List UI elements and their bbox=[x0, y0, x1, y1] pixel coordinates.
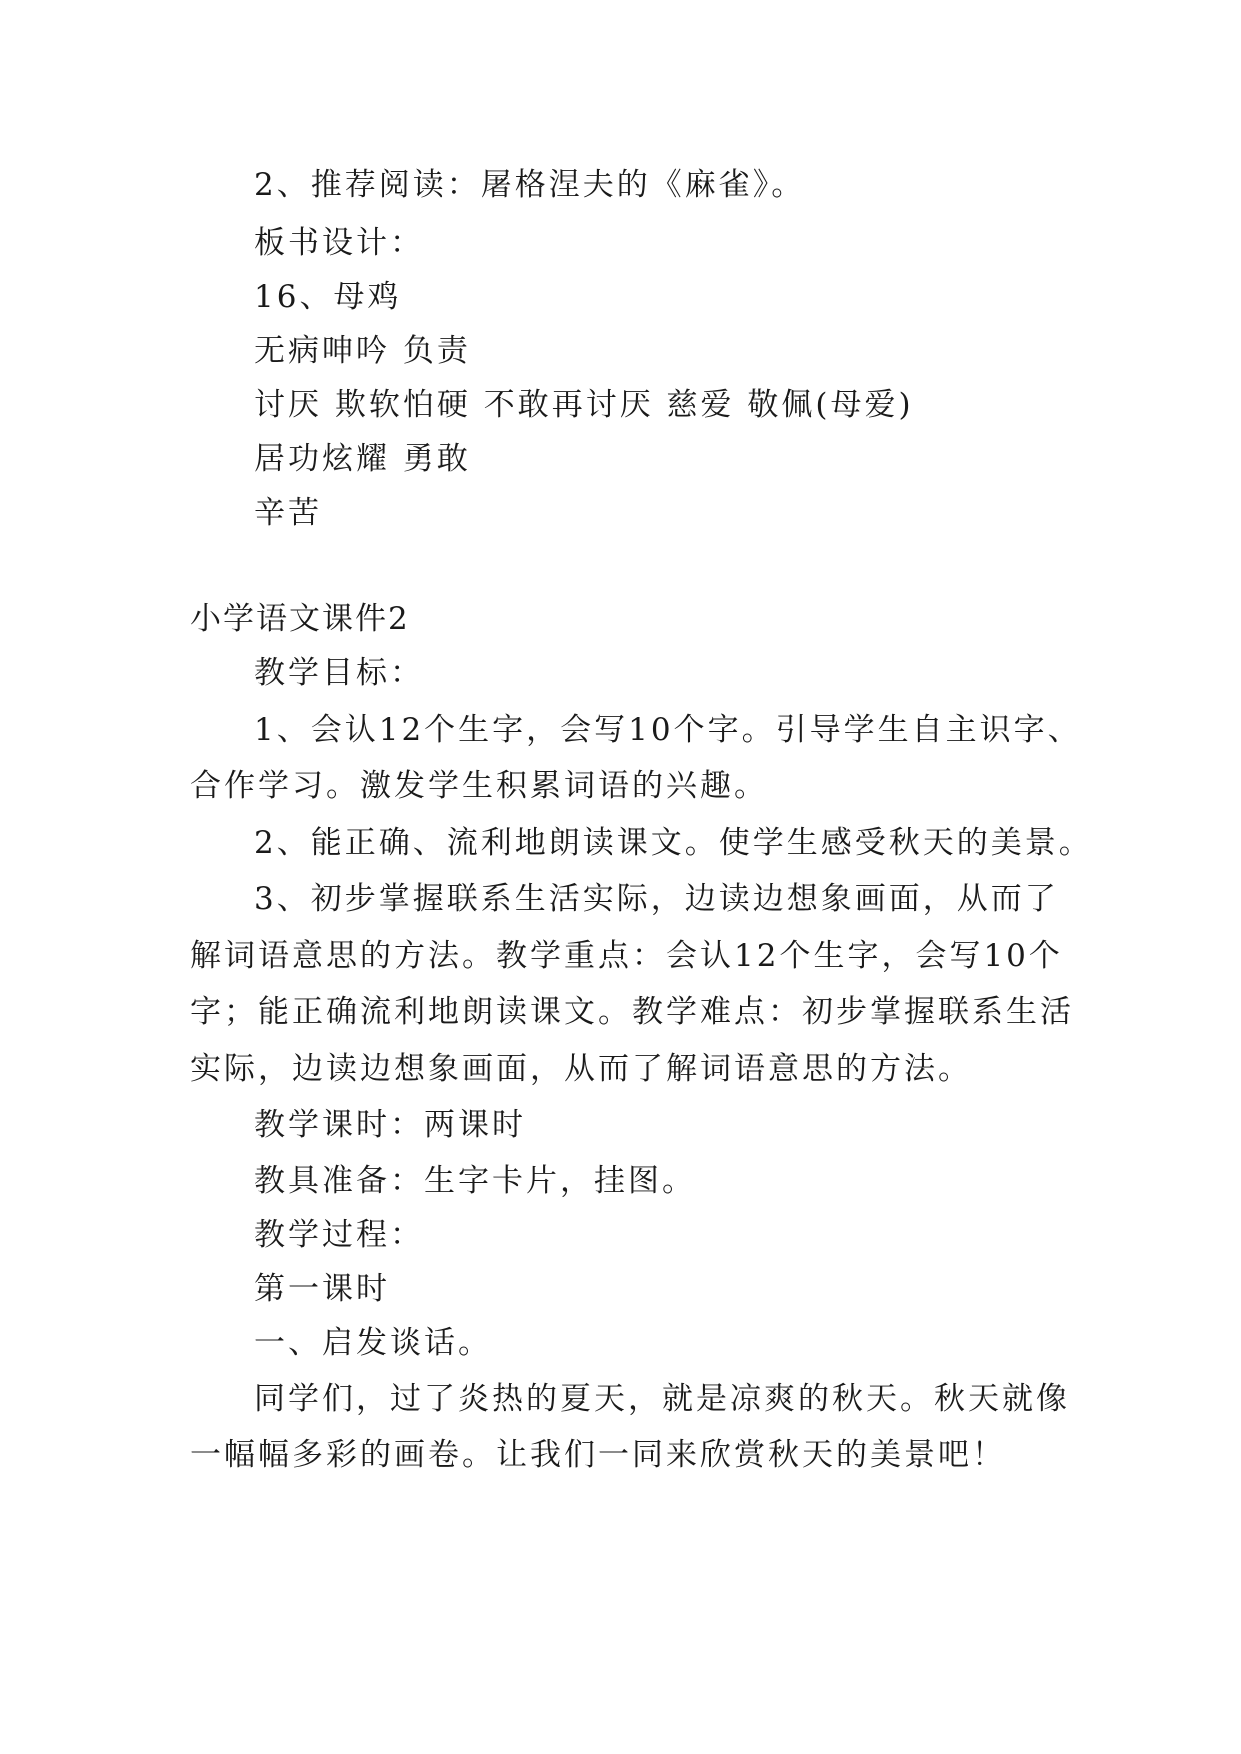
text-line: 第一课时 bbox=[254, 1271, 390, 1307]
text-line: 辛苦 bbox=[254, 495, 322, 531]
text-line: 解词语意思的方法。教学重点：会认12个生字，会写10个 bbox=[190, 938, 1063, 974]
text-line: 1、会认12个生字，会写10个字。引导学生自主识字、 bbox=[254, 712, 1082, 748]
text-line: 3、初步掌握联系生活实际，边读边想象画面，从而了 bbox=[254, 881, 1059, 917]
text-line: 教学目标： bbox=[254, 655, 424, 691]
text-line: 讨厌 欺软怕硬 不敢再讨厌 慈爱 敬佩(母爱) bbox=[254, 387, 914, 423]
text-line: 板书设计： bbox=[254, 225, 424, 261]
text-line: 教学过程： bbox=[254, 1217, 424, 1253]
text-line: 实际，边读边想象画面，从而了解词语意思的方法。 bbox=[190, 1051, 972, 1087]
text-line: 2、能正确、流利地朗读课文。使学生感受秋天的美景。 bbox=[254, 825, 1093, 861]
text-line: 一幅幅多彩的画卷。让我们一同来欣赏秋天的美景吧！ bbox=[190, 1437, 1006, 1473]
text-line: 合作学习。激发学生积累词语的兴趣。 bbox=[190, 768, 768, 804]
text-line: 教具准备：生字卡片，挂图。 bbox=[254, 1163, 696, 1199]
text-line: 一、启发谈话。 bbox=[254, 1325, 492, 1361]
text-line: 2、推荐阅读：屠格涅夫的《麻雀》。 bbox=[254, 167, 806, 203]
text-line: 教学课时：两课时 bbox=[254, 1107, 526, 1143]
text-line: 同学们，过了炎热的夏天，就是凉爽的秋天。秋天就像 bbox=[254, 1381, 1070, 1417]
text-line: 居功炫耀 勇敢 bbox=[254, 441, 471, 477]
section-title: 小学语文课件2 bbox=[190, 601, 410, 637]
text-line: 16、母鸡 bbox=[254, 279, 402, 315]
text-line: 字；能正确流利地朗读课文。教学难点：初步掌握联系生活 bbox=[190, 994, 1074, 1030]
text-line: 无病呻吟 负责 bbox=[254, 333, 471, 369]
